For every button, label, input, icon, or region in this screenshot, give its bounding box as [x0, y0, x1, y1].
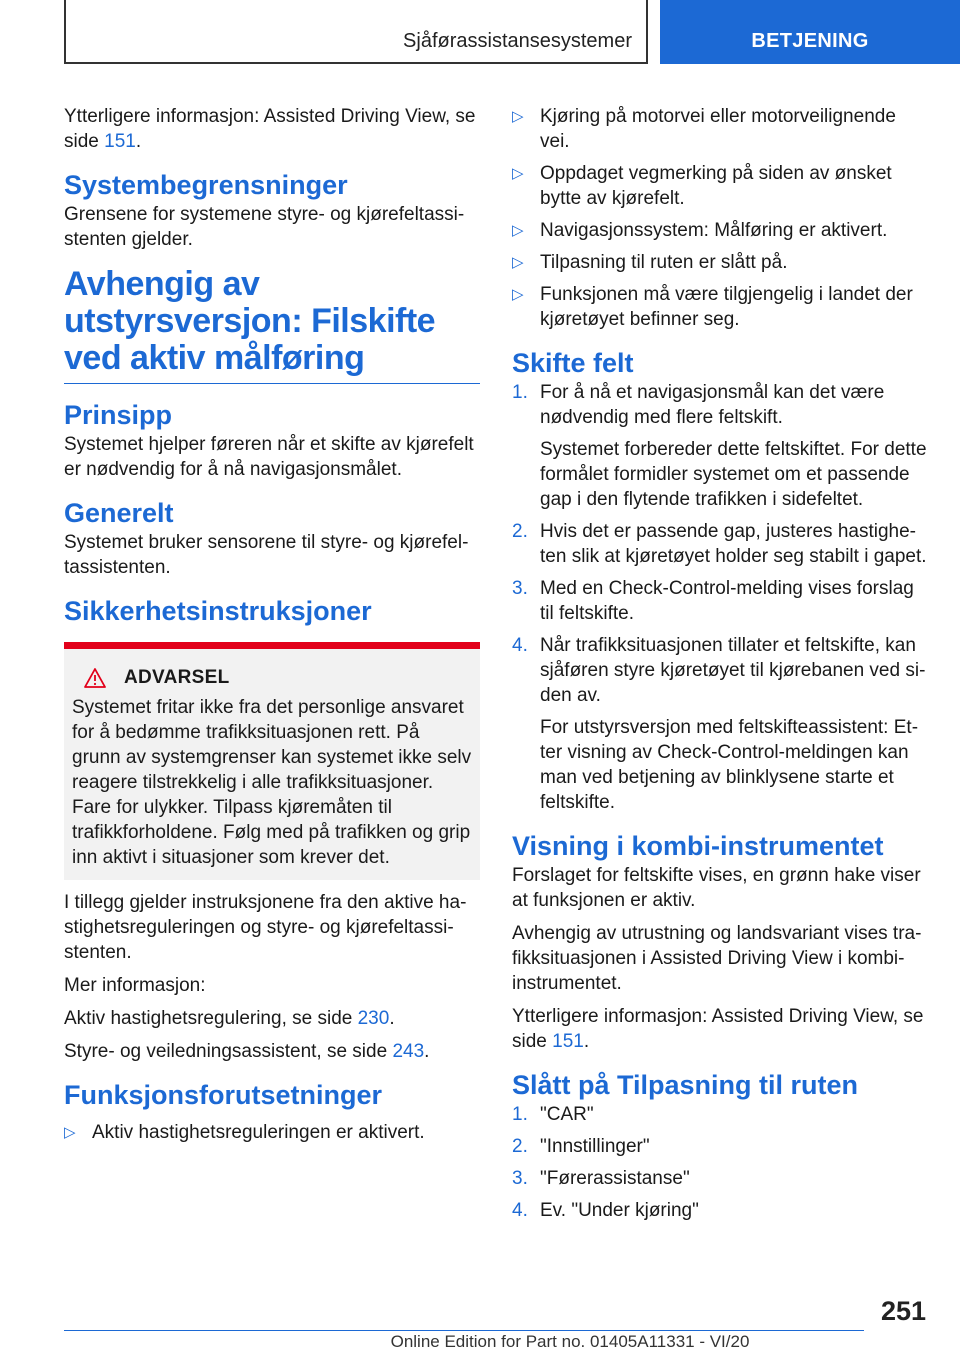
- general-paragraph: Systemet bruker sensorene til styre- og kjørefeltassistenten.: [64, 532, 469, 578]
- limits-paragraph: Grensene for systemene styre- og kjørefeltassistenten gjelder.: [64, 204, 465, 250]
- list-item: 3. "Førerassistanse": [512, 1168, 690, 1189]
- step-number: 1.: [512, 1104, 528, 1125]
- more-info-label: Mer informasjon:: [64, 975, 206, 996]
- footer-text: Online Edition for Part no. 01405A11331 - VI/20: [390, 1332, 750, 1351]
- warning-title: ADVARSEL: [124, 667, 230, 688]
- steering-page-link[interactable]: 243: [392, 1041, 425, 1062]
- main-heading: Avhengig av utstyrsversjon: Filskifte ved aktiv målføring: [64, 266, 480, 384]
- prerequisites-list-start: [64, 1120, 480, 1145]
- warning-box: [64, 642, 480, 880]
- header-tab[interactable]: [660, 0, 960, 64]
- lane-change-steps: [512, 380, 928, 815]
- prerequisites-list: [512, 104, 928, 332]
- heading-safety: Sikkerhetsinstruksjoner: [64, 596, 372, 626]
- step-number: 4.: [512, 1200, 528, 1221]
- extra-instructions: I tillegg gjelder instruksjonene fra den aktive hastighetsreguleringen og styre- og kjørefeltassistenten.: [64, 892, 467, 963]
- warning-text: Systemet fritar ikke fra det personlige ansvaret for å bedømme trafikksituasjonen rett. På grunn av systemgrenser kan systemet ikke selv reagere tilstrekkelig i alle trafikksituasjoner. Fare for ulykker. Tilpass kjøremåten til trafikkforholdene. Følg med på trafikken og grip inn aktivt i situasjoner som krever det.: [72, 697, 472, 868]
- list-item: 3. Med en Check-Control-melding vises forslag til feltskifte.: [512, 578, 914, 624]
- intro-page-link[interactable]: 151: [104, 131, 136, 152]
- heading-enable-route: Slått på Tilpasning til ruten: [512, 1070, 859, 1100]
- triangle-bullet-icon: ▷: [512, 222, 524, 239]
- triangle-bullet-icon: ▷: [512, 165, 524, 182]
- display-paragraph-1: Forslaget for feltskifte vises, en grønn hake viser at funksjonen er aktiv.: [512, 865, 921, 911]
- list-item: ▷ Tilpasning til ruten er slått på.: [512, 252, 788, 273]
- warning-header: [72, 667, 472, 689]
- display-paragraph-2: Avhengig av utrustning og landsvariant vises trafikksituasjonen i Assisted Driving View i kombiinstrumentet.: [512, 923, 922, 994]
- list-item: ▷ Navigasjonssystem: Målføring er aktivert.: [512, 220, 888, 241]
- heading-instrument-display: Visning i kombi-instrumentet: [512, 831, 884, 861]
- triangle-bullet-icon: ▷: [512, 108, 524, 125]
- list-item: 2. Hvis det er passende gap, justeres hastigheten slik at kjøretøyet holder seg stabilt i gapet.: [512, 521, 927, 567]
- principle-paragraph: Systemet hjelper føreren når et skifte av kjørefelt er nødvendig for å nå navigasjonsmålet.: [64, 434, 474, 480]
- triangle-bullet-icon: ▷: [512, 286, 524, 303]
- enable-steps: [512, 1102, 928, 1223]
- display-page-link[interactable]: 151: [552, 1031, 584, 1052]
- reference-acc: Aktiv hastighetsregulering, se side 230.: [64, 1008, 395, 1029]
- right-column: [512, 104, 928, 1233]
- triangle-bullet-icon: ▷: [64, 1124, 76, 1141]
- acc-page-link[interactable]: 230: [357, 1008, 390, 1029]
- list-item: 2. "Innstillinger": [512, 1136, 650, 1157]
- reference-steering: Styre- og veiledningsassistent, se side 243.: [64, 1041, 430, 1062]
- page-number: 251: [880, 1296, 926, 1326]
- list-item: ▷ Funksjonen må være tilgjengelig i landet der kjøretøyet befinner seg.: [512, 284, 913, 330]
- list-item: 1. For å nå et navigasjonsmål kan det være nødvendig med flere feltskift. Systemet forbereder dette feltskiftet. For dette formålet formidler systemet om et passende gap i den flytende trafikken i sidefeltet.: [512, 382, 927, 510]
- step-number: 2.: [512, 1136, 528, 1157]
- footer-divider: [64, 1330, 864, 1331]
- header-tab-label: BETJENING: [751, 30, 869, 52]
- list-item: ▷ Aktiv hastighetsreguleringen er aktivert.: [64, 1122, 425, 1143]
- header-section-title: Sjåførassistansesystemer: [403, 30, 632, 52]
- heading-lane-change: Skifte felt: [512, 348, 634, 378]
- list-item: 1. "CAR": [512, 1104, 594, 1125]
- list-item: ▷ Kjøring på motorvei eller motorveilignende vei.: [512, 106, 896, 152]
- heading-system-limits: Systembegrensninger: [64, 170, 348, 200]
- heading-general: Generelt: [64, 498, 174, 528]
- step-number: 2.: [512, 521, 528, 542]
- step-number: 1.: [512, 382, 528, 403]
- warning-triangle-icon: [84, 668, 106, 688]
- heading-prerequisites: Funksjonsforutsetninger: [64, 1080, 383, 1110]
- list-item: ▷ Oppdaget vegmerking på siden av ønsket bytte av kjørefelt.: [512, 163, 892, 209]
- heading-principle: Prinsipp: [64, 400, 173, 430]
- list-item: 4. Når trafikksituasjonen tillater et feltskifte, kan sjåføren styre kjøretøyet til kjørebanen ved siden av. For utstyrsversjon med feltskifteassistent: Etter visning av Check-Control-meldingen kan man ved betjening av blinklysene starte et feltskifte.: [512, 635, 926, 813]
- step-number: 4.: [512, 635, 528, 656]
- intro-paragraph: Ytterligere informasjon: Assisted Driving View, se side 151.: [64, 106, 476, 152]
- header-section-box: [64, 0, 648, 64]
- left-column: [64, 104, 480, 1155]
- step-number: 3.: [512, 1168, 528, 1189]
- display-paragraph-3: Ytterligere informasjon: Assisted Driving View, se side 151.: [512, 1006, 924, 1052]
- list-item: 4. Ev. "Under kjøring": [512, 1200, 699, 1221]
- triangle-bullet-icon: ▷: [512, 254, 524, 271]
- step-number: 3.: [512, 578, 528, 599]
